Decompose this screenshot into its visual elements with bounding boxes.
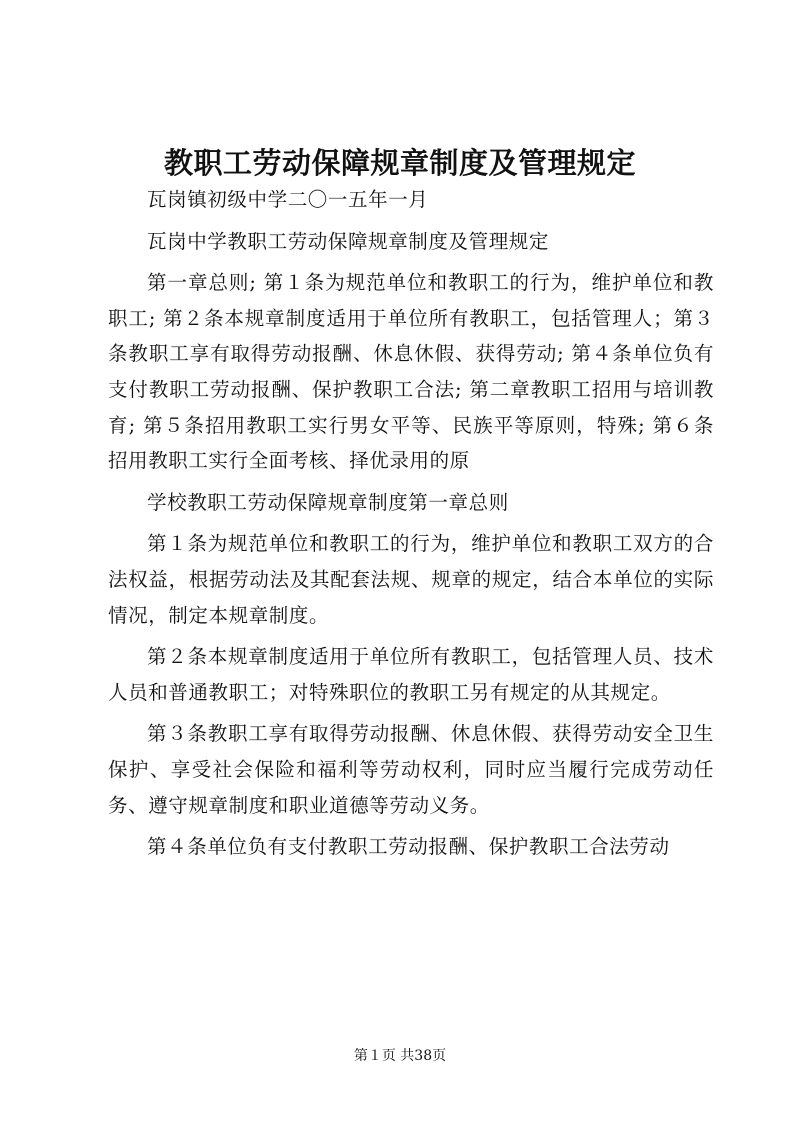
paragraph-article-3: 第３条教职工享有取得劳动报酬、休息休假、获得劳动安全卫生保护、享受社会保险和福利等劳动权利，同时应当履行完成劳动任务、遵守规章制度和职业道德等劳动义务。 [108,722,714,817]
paragraph-summary: 第一章总则; 第１条为规范单位和教职工的行为，维护单位和教职工; 第２条本规章制度适用于单位所有教职工，包括管理人；第３条教职工享有取得劳动报酬、休息休假、获得劳动; 第４条单位负有支付教职工劳动报酬、保护教职工合法; 第二章教职工招用与培训教育; 第５条招用教职工实行男女平等、民族平等原则，特殊; 第６条招用教职工实行全面考核、择优录用的原 [108,271,714,473]
paragraph-article-2: 第２条本规章制度适用于单位所有教职工，包括管理人员、技术人员和普通教职工；对特殊职位的教职工另有规定的从其规定。 [108,645,714,704]
document-body [108,182,714,865]
paragraph-subtitle: 瓦岗中学教职工劳动保障规章制度及管理规定 [147,229,550,253]
paragraph-school-date: 瓦岗镇初级中学二〇一五年一月 [147,188,429,211]
paragraph-article-4: 第４条单位负有支付教职工劳动报酬、保护教职工合法劳动 [147,835,670,859]
paragraph-article-1: 第１条为规范单位和教职工的行为，维护单位和教职工双方的合法权益，根据劳动法及其配套法规、规章的规定，结合本单位的实际情况，制定本规章制度。 [108,532,714,627]
page-number-label: 第１页 共38页 [353,1048,447,1064]
paragraph-chapter-heading: 学校教职工劳动保障规章制度第一章总则 [147,490,509,514]
document-title: 教职工劳动保障规章制度及管理规定 [163,146,636,180]
page-footer [0,1046,800,1066]
